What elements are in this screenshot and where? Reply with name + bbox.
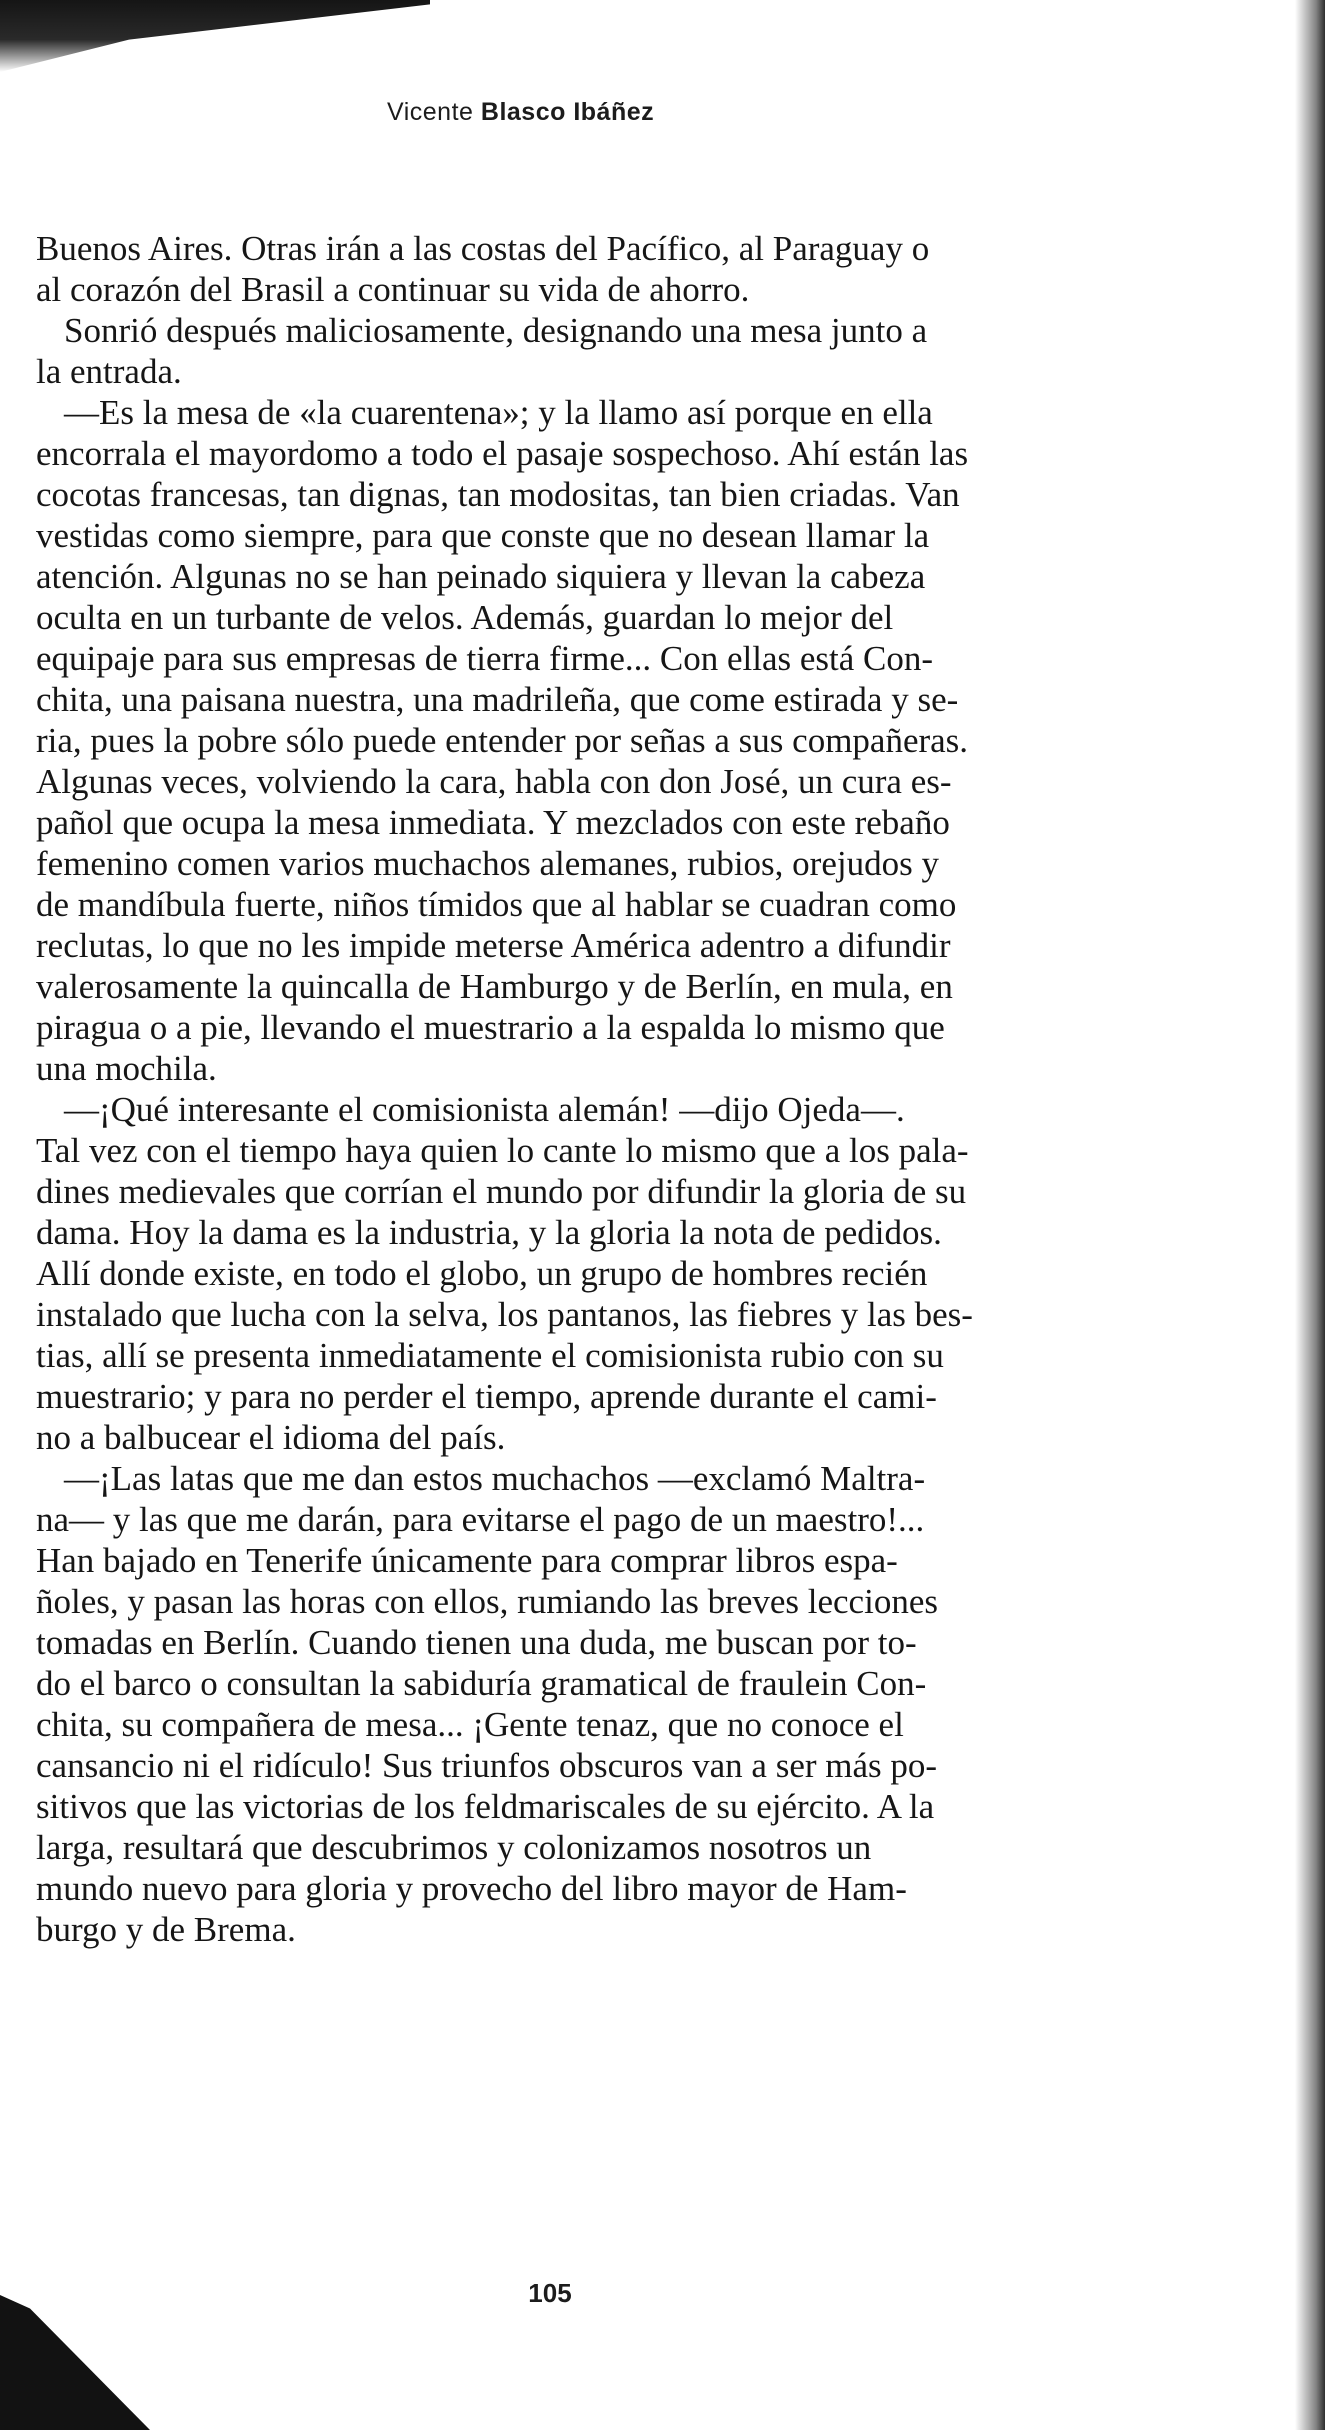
text-line: Sonrió después maliciosamente, designando una mesa junto a <box>64 311 928 350</box>
text-line: encorrala el mayordomo a todo el pasaje sospechoso. Ahí están las <box>36 434 969 473</box>
text-line: —¡Qué interesante el comisionista alemán! —dijo Ojeda—. <box>64 1090 905 1129</box>
text-line: cansancio ni el ridículo! Sus triunfos obscuros van a ser más po- <box>36 1746 938 1785</box>
text-line: piragua o a pie, llevando el muestrario a la espalda lo mismo que <box>36 1008 945 1047</box>
text-line: —Es la mesa de «la cuarentena»; y la llamo así porque en ella <box>64 393 933 432</box>
running-head <box>387 98 654 127</box>
text-line: valerosamente la quincalla de Hamburgo y de Berlín, en mula, en <box>36 967 953 1006</box>
text-line: Han bajado en Tenerife únicamente para comprar libros espa- <box>36 1541 898 1580</box>
text-line: Allí donde existe, en todo el globo, un grupo de hombres recién <box>36 1254 928 1293</box>
text-line: al corazón del Brasil a continuar su vida de ahorro. <box>36 270 750 309</box>
text-line: una mochila. <box>36 1049 217 1088</box>
text-line: Algunas veces, volviendo la cara, habla con don José, un cura es- <box>36 762 952 801</box>
scan-edge-shadow-bottom <box>0 2295 150 2430</box>
text-line: la entrada. <box>36 352 182 391</box>
body-text <box>36 228 1116 1950</box>
scan-edge-shadow-right <box>1295 0 1325 2430</box>
text-line: oculta en un turbante de velos. Además, guardan lo mejor del <box>36 598 894 637</box>
text-line: pañol que ocupa la mesa inmediata. Y mezclados con este rebaño <box>36 803 950 842</box>
text-line: —¡Las latas que me dan estos muchachos —exclamó Maltra- <box>64 1459 926 1498</box>
text-line: vestidas como siempre, para que conste que no desean llamar la <box>36 516 930 555</box>
text-line: larga, resultará que descubrimos y colonizamos nosotros un <box>36 1828 872 1867</box>
text-line: Tal vez con el tiempo haya quien lo cante lo mismo que a los pala- <box>36 1131 969 1170</box>
text-line: dines medievales que corrían el mundo por difundir la gloria de su <box>36 1172 967 1211</box>
text-line: atención. Algunas no se han peinado siquiera y llevan la cabeza <box>36 557 926 596</box>
text-line: instalado que lucha con la selva, los pantanos, las fiebres y las bes- <box>36 1295 973 1334</box>
text-line: no a balbucear el idioma del país. <box>36 1418 506 1457</box>
text-line: equipaje para sus empresas de tierra firme... Con ellas está Con- <box>36 639 934 678</box>
text-line: dama. Hoy la dama es la industria, y la gloria la nota de pedidos. <box>36 1213 942 1252</box>
text-line: do el barco o consultan la sabiduría gramatical de fraulein Con- <box>36 1664 927 1703</box>
text-line: tomadas en Berlín. Cuando tienen una duda, me buscan por to- <box>36 1623 917 1662</box>
page-number: 105 <box>528 2278 572 2308</box>
text-line: reclutas, lo que no les impide meterse América adentro a difundir <box>36 926 951 965</box>
text-line: de mandíbula fuerte, niños tímidos que al hablar se cuadran como <box>36 885 957 924</box>
text-line: cocotas francesas, tan dignas, tan modositas, tan bien criadas. Van <box>36 475 960 514</box>
author-surname: Blasco Ibáñez <box>480 98 655 126</box>
author-given-name: Vicente <box>387 98 474 126</box>
text-line: tias, allí se presenta inmediatamente el comisionista rubio con su <box>36 1336 944 1375</box>
text-line: na— y las que me darán, para evitarse el pago de un maestro!... <box>36 1500 925 1539</box>
scan-edge-shadow-top <box>0 0 430 72</box>
text-line: muestrario; y para no perder el tiempo, aprende durante el cami- <box>36 1377 937 1416</box>
text-line: ñoles, y pasan las horas con ellos, rumiando las breves lecciones <box>36 1582 938 1621</box>
text-line: sitivos que las victorias de los feldmariscales de su ejército. A la <box>36 1787 935 1826</box>
text-line: burgo y de Brema. <box>36 1910 296 1949</box>
text-line: ria, pues la pobre sólo puede entender por señas a sus compañeras. <box>36 721 969 760</box>
text-line: femenino comen varios muchachos alemanes, rubios, orejudos y <box>36 844 939 883</box>
text-line: chita, una paisana nuestra, una madrileña, que come estirada y se- <box>36 680 959 719</box>
text-line: Buenos Aires. Otras irán a las costas del Pacífico, al Paraguay o <box>36 229 930 268</box>
text-line: mundo nuevo para gloria y provecho del libro mayor de Ham- <box>36 1869 907 1908</box>
text-line: chita, su compañera de mesa... ¡Gente tenaz, que no conoce el <box>36 1705 904 1744</box>
